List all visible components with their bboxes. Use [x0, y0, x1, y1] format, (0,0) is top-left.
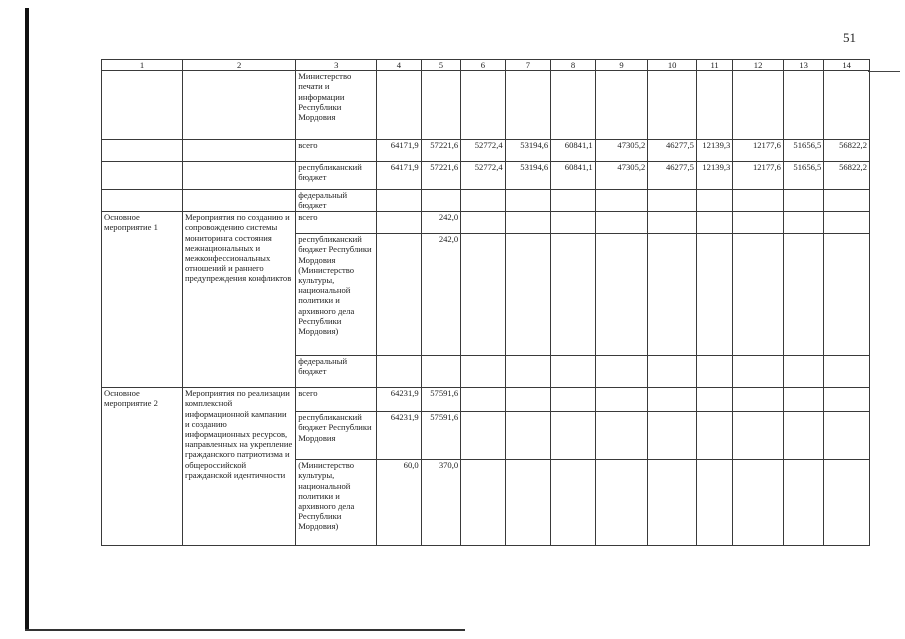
cell-empty: [648, 460, 697, 546]
cell-empty: [377, 234, 422, 356]
cell-empty: [102, 162, 183, 190]
cell-empty: [461, 356, 506, 388]
cell-empty: [421, 190, 460, 212]
value-cell: 57591,6: [421, 412, 460, 460]
cell-empty: [648, 356, 697, 388]
cell-empty: [377, 212, 422, 234]
value-cell: 60841,1: [551, 140, 596, 162]
cell-empty: [551, 234, 596, 356]
cell-empty: [824, 212, 870, 234]
cell-empty: [595, 460, 648, 546]
table-row: [102, 162, 870, 190]
ministry-cell: Министерство печати и информации Республики Мордовия: [296, 71, 377, 140]
cell-empty: [505, 190, 551, 212]
scan-mark: [868, 71, 900, 72]
cell-empty: [696, 412, 732, 460]
value-cell: 12139,3: [696, 140, 732, 162]
value-cell: 370,0: [421, 460, 460, 546]
cell-empty: [648, 388, 697, 412]
cell-empty: [824, 388, 870, 412]
table-row: [102, 212, 870, 234]
row-label: федеральный бюджет: [296, 356, 377, 388]
col-num-1: 1: [102, 60, 183, 71]
table-row: [102, 140, 870, 162]
cell-empty: [783, 234, 823, 356]
budget-table: [101, 59, 870, 546]
col-num-7: 7: [505, 60, 551, 71]
cell-empty: [783, 460, 823, 546]
cell-empty: [824, 234, 870, 356]
col-num-8: 8: [551, 60, 596, 71]
value-cell: 64231,9: [377, 388, 422, 412]
cell-empty: [824, 71, 870, 140]
cell-empty: [505, 71, 551, 140]
cell-empty: [696, 190, 732, 212]
cell-empty: [377, 190, 422, 212]
row-label: всего: [296, 388, 377, 412]
value-cell: 51656,5: [783, 140, 823, 162]
value-cell: 242,0: [421, 234, 460, 356]
cell-empty: [551, 71, 596, 140]
activity-name: Основное мероприятие 1: [102, 212, 183, 388]
row-label: республиканский бюджет Республики Мордовия (Министерство культуры, национальной политики и архивного дела Республики Мордовия): [296, 234, 377, 356]
scan-bottom-edge: [25, 629, 465, 631]
value-cell: 56822,2: [824, 162, 870, 190]
col-num-3: 3: [296, 60, 377, 71]
cell-empty: [505, 234, 551, 356]
cell-empty: [461, 388, 506, 412]
cell-empty: [733, 212, 784, 234]
col-num-11: 11: [696, 60, 732, 71]
table-row: [102, 388, 870, 412]
cell-empty: [461, 460, 506, 546]
cell-empty: [461, 412, 506, 460]
cell-empty: [182, 140, 295, 162]
cell-empty: [783, 71, 823, 140]
cell-empty: [824, 412, 870, 460]
value-cell: 12177,6: [733, 140, 784, 162]
cell-empty: [595, 356, 648, 388]
value-cell: 46277,5: [648, 162, 697, 190]
row-label: всего: [296, 140, 377, 162]
activity-description: Мероприятия по созданию и сопровождению системы мониторинга состояния межнациональных и межконфессиональных отношений и раннего предупреждения конфликтов: [182, 212, 295, 388]
cell-empty: [551, 412, 596, 460]
cell-empty: [595, 412, 648, 460]
value-cell: 12139,3: [696, 162, 732, 190]
cell-empty: [733, 71, 784, 140]
cell-empty: [648, 190, 697, 212]
row-label: федеральный бюджет: [296, 190, 377, 212]
cell-empty: [551, 212, 596, 234]
row-label: (Министерство культуры, национальной политики и архивного дела Республики Мордовия): [296, 460, 377, 546]
cell-empty: [102, 190, 183, 212]
cell-empty: [551, 356, 596, 388]
cell-empty: [824, 356, 870, 388]
cell-empty: [421, 356, 460, 388]
cell-empty: [595, 388, 648, 412]
cell-empty: [461, 212, 506, 234]
cell-empty: [505, 356, 551, 388]
value-cell: 53194,6: [505, 140, 551, 162]
cell-empty: [461, 71, 506, 140]
table-row: [102, 190, 870, 212]
cell-empty: [182, 71, 295, 140]
value-cell: 52772,4: [461, 162, 506, 190]
cell-empty: [783, 212, 823, 234]
value-cell: 47305,2: [595, 162, 648, 190]
col-num-5: 5: [421, 60, 460, 71]
cell-empty: [824, 190, 870, 212]
activity-description: Мероприятия по реализации комплексной информационной кампании и созданию информационных ресурсов, направленных на укрепление гражданского патриотизма и общероссийской гражданской идентичности: [182, 388, 295, 546]
cell-empty: [505, 388, 551, 412]
cell-empty: [182, 190, 295, 212]
cell-empty: [783, 190, 823, 212]
row-label: республиканский бюджет: [296, 162, 377, 190]
row-label: всего: [296, 212, 377, 234]
cell-empty: [696, 356, 732, 388]
col-num-14: 14: [824, 60, 870, 71]
cell-empty: [648, 212, 697, 234]
col-num-6: 6: [461, 60, 506, 71]
cell-empty: [696, 71, 732, 140]
col-num-13: 13: [783, 60, 823, 71]
cell-empty: [783, 388, 823, 412]
cell-empty: [551, 388, 596, 412]
value-cell: 60841,1: [551, 162, 596, 190]
value-cell: 12177,6: [733, 162, 784, 190]
cell-empty: [696, 460, 732, 546]
value-cell: 51656,5: [783, 162, 823, 190]
cell-empty: [733, 388, 784, 412]
cell-empty: [648, 412, 697, 460]
value-cell: 46277,5: [648, 140, 697, 162]
cell-empty: [377, 71, 422, 140]
col-num-12: 12: [733, 60, 784, 71]
cell-empty: [824, 460, 870, 546]
cell-empty: [696, 388, 732, 412]
cell-empty: [648, 234, 697, 356]
cell-empty: [505, 460, 551, 546]
cell-empty: [505, 412, 551, 460]
value-cell: 57221,6: [421, 162, 460, 190]
table-row: [102, 71, 870, 140]
cell-empty: [551, 460, 596, 546]
cell-empty: [733, 460, 784, 546]
cell-empty: [102, 140, 183, 162]
cell-empty: [783, 412, 823, 460]
col-num-4: 4: [377, 60, 422, 71]
cell-empty: [648, 71, 697, 140]
cell-empty: [505, 212, 551, 234]
activity-name: Основное мероприятие 2: [102, 388, 183, 546]
value-cell: 64171,9: [377, 140, 422, 162]
cell-empty: [182, 162, 295, 190]
row-label: республиканский бюджет Республики Мордовия: [296, 412, 377, 460]
value-cell: 57221,6: [421, 140, 460, 162]
scan-left-edge: [25, 8, 29, 630]
col-num-10: 10: [648, 60, 697, 71]
cell-empty: [733, 234, 784, 356]
cell-empty: [102, 71, 183, 140]
value-cell: 242,0: [421, 212, 460, 234]
page-number: 51: [843, 30, 856, 45]
cell-empty: [733, 412, 784, 460]
value-cell: 64231,9: [377, 412, 422, 460]
cell-empty: [595, 190, 648, 212]
column-number-row: [102, 60, 870, 71]
cell-empty: [696, 234, 732, 356]
value-cell: 52772,4: [461, 140, 506, 162]
cell-empty: [595, 212, 648, 234]
cell-empty: [551, 190, 596, 212]
value-cell: 64171,9: [377, 162, 422, 190]
col-num-9: 9: [595, 60, 648, 71]
value-cell: 56822,2: [824, 140, 870, 162]
cell-empty: [461, 234, 506, 356]
value-cell: 57591,6: [421, 388, 460, 412]
value-cell: 47305,2: [595, 140, 648, 162]
value-cell: 53194,6: [505, 162, 551, 190]
col-num-2: 2: [182, 60, 295, 71]
cell-empty: [377, 356, 422, 388]
cell-empty: [783, 356, 823, 388]
cell-empty: [421, 71, 460, 140]
cell-empty: [733, 356, 784, 388]
cell-empty: [733, 190, 784, 212]
cell-empty: [595, 71, 648, 140]
cell-empty: [696, 212, 732, 234]
value-cell: 60,0: [377, 460, 422, 546]
cell-empty: [461, 190, 506, 212]
cell-empty: [595, 234, 648, 356]
